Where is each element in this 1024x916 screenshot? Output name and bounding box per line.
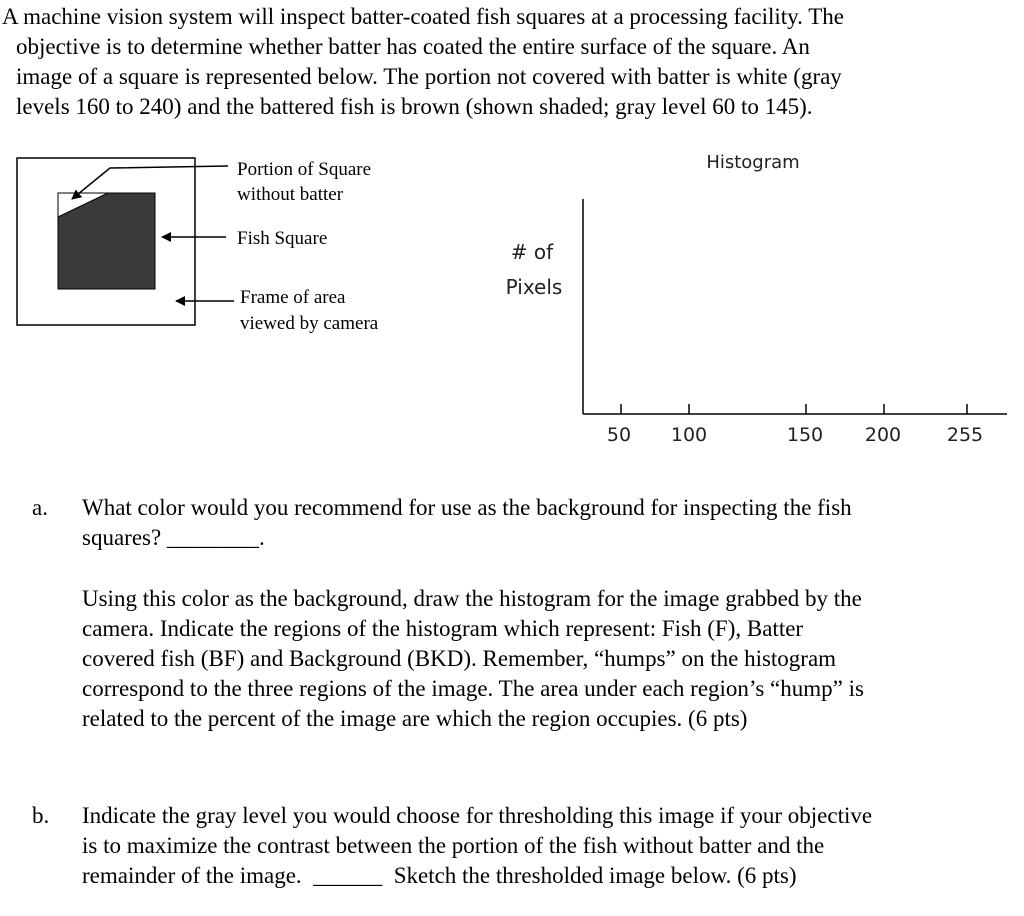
frame-label-line2: viewed by camera	[240, 313, 379, 334]
question-a-text: squares?	[82, 525, 167, 550]
question-b-marker: b.	[32, 803, 50, 828]
spacer	[82, 553, 864, 584]
question-a	[32, 493, 1012, 743]
question-b-line-3	[82, 861, 872, 891]
question-a-para2-line: related to the percent of the image are which the region occupies. (6 pts)	[82, 706, 748, 731]
histogram-tick-label: 50	[606, 424, 632, 446]
fish-square-label: Fish Square	[237, 228, 328, 249]
frame-label-line1: Frame of area	[240, 287, 346, 308]
question-b-text-end: Sketch the thresholded image below. (6 pts)	[382, 863, 797, 888]
intro-line: image of a square is represented below. The portion not covered with batter is white (gray	[16, 64, 842, 89]
question-a-period: .	[258, 525, 265, 550]
answer-blank-b[interactable]: ______	[313, 863, 383, 888]
portion-label-line1: Portion of Square	[237, 159, 372, 180]
portion-label-line2: without batter	[237, 184, 344, 205]
question-a-para2-line: covered fish (BF) and Background (BKD). Remember, “humps” on the histogram	[82, 646, 837, 671]
question-b-line: is to maximize the contrast between the portion of the fish without batter and the	[82, 833, 825, 858]
question-a-marker: a.	[32, 495, 48, 520]
question-a-line-2	[82, 523, 864, 553]
answer-blank-a[interactable]: ________	[166, 525, 259, 550]
histogram-tick-label: 255	[946, 424, 984, 446]
question-a-line: What color would you recommend for use as the background for inspecting the fish	[82, 495, 852, 520]
intro-line: objective is to determine whether batter has coated the entire surface of the square. An	[16, 34, 810, 59]
histogram-tick-label: 100	[670, 424, 708, 446]
histogram-ylabel-line1: # of	[510, 240, 554, 264]
question-a-para2-line: correspond to the three regions of the image. The area under each region’s “hump” is	[82, 676, 864, 701]
intro-line: levels 160 to 240) and the battered fish is brown (shown shaded; gray level 60 to 145).	[16, 94, 813, 119]
question-b-text: remainder of the image.	[82, 863, 314, 888]
question-b	[32, 801, 1012, 901]
intro-line: A machine vision system will inspect batter-coated fish squares at a processing facility. The	[2, 4, 845, 29]
question-a-para2-line: camera. Indicate the regions of the histogram which represent: Fish (F), Batter	[82, 616, 804, 641]
question-a-para2-line: Using this color as the background, draw the histogram for the image grabbed by the	[82, 586, 862, 611]
histogram-tick-label: 200	[864, 424, 902, 446]
histogram-title: Histogram	[706, 152, 800, 173]
question-b-line: Indicate the gray level you would choose for thresholding this image if your objective	[82, 803, 873, 828]
histogram-ylabel-line2: Pixels	[505, 275, 563, 299]
histogram-tick-label: 150	[786, 424, 824, 446]
